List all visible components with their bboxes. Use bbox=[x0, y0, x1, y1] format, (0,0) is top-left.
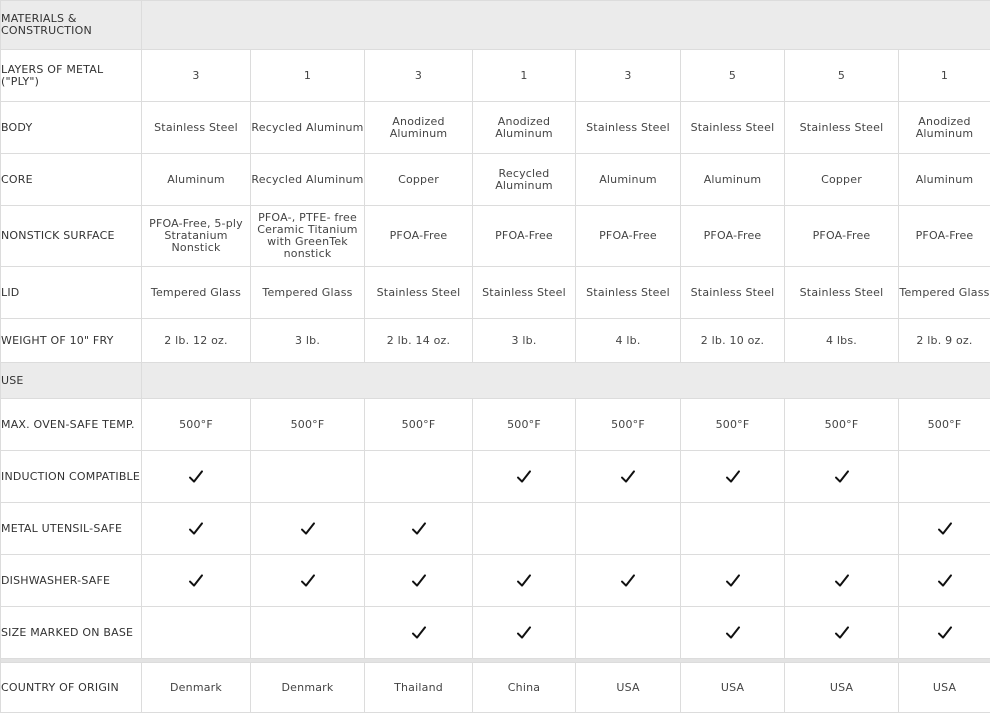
checkmark-icon bbox=[620, 573, 636, 589]
cell-weight-3: 2 lb. 14 oz. bbox=[365, 319, 473, 363]
cell-dishwasher-6 bbox=[681, 555, 785, 607]
checkmark-icon bbox=[725, 573, 741, 589]
checkmark-icon bbox=[725, 625, 741, 641]
row-induction bbox=[1, 451, 990, 503]
cell-oven-6: 500°F bbox=[681, 399, 785, 451]
cell-dishwasher-4 bbox=[473, 555, 576, 607]
cell-dishwasher-2 bbox=[251, 555, 365, 607]
cell-ply-1: 3 bbox=[142, 50, 251, 102]
cell-origin-5: USA bbox=[576, 663, 681, 713]
cell-body-2: Recycled Aluminum bbox=[251, 102, 365, 154]
cell-body-5: Stainless Steel bbox=[576, 102, 681, 154]
checkmark-icon bbox=[188, 573, 204, 589]
row-utensil bbox=[1, 503, 990, 555]
cell-lid-7: Stainless Steel bbox=[785, 267, 899, 319]
cell-nonstick-1: PFOA-Free, 5-ply Stratanium Nonstick bbox=[142, 206, 251, 267]
cell-oven-5: 500°F bbox=[576, 399, 681, 451]
row-label-ply: LAYERS OF METAL ("PLY") bbox=[1, 50, 142, 102]
cell-induction-6 bbox=[681, 451, 785, 503]
row-label-utensil: METAL UTENSIL-SAFE bbox=[1, 503, 142, 555]
checkmark-icon bbox=[188, 469, 204, 485]
cell-core-3: Copper bbox=[365, 154, 473, 206]
cell-weight-8: 2 lb. 9 oz. bbox=[899, 319, 990, 363]
section-header-fill bbox=[142, 363, 990, 399]
cell-dishwasher-8 bbox=[899, 555, 990, 607]
cell-utensil-8 bbox=[899, 503, 990, 555]
cell-size-1 bbox=[142, 607, 251, 659]
checkmark-icon bbox=[834, 573, 850, 589]
cell-lid-3: Stainless Steel bbox=[365, 267, 473, 319]
row-label-body: BODY bbox=[1, 102, 142, 154]
cell-induction-5 bbox=[576, 451, 681, 503]
row-origin bbox=[1, 663, 990, 713]
cell-weight-7: 4 lbs. bbox=[785, 319, 899, 363]
cell-utensil-7 bbox=[785, 503, 899, 555]
row-label-lid: LID bbox=[1, 267, 142, 319]
cell-size-2 bbox=[251, 607, 365, 659]
cell-oven-8: 500°F bbox=[899, 399, 990, 451]
checkmark-icon bbox=[516, 469, 532, 485]
cell-weight-4: 3 lb. bbox=[473, 319, 576, 363]
cell-nonstick-4: PFOA-Free bbox=[473, 206, 576, 267]
row-weight bbox=[1, 319, 990, 363]
checkmark-icon bbox=[188, 521, 204, 537]
cell-dishwasher-3 bbox=[365, 555, 473, 607]
cell-core-2: Recycled Aluminum bbox=[251, 154, 365, 206]
cell-nonstick-3: PFOA-Free bbox=[365, 206, 473, 267]
row-size-marked bbox=[1, 607, 990, 659]
checkmark-icon bbox=[937, 625, 953, 641]
cell-origin-8: USA bbox=[899, 663, 990, 713]
cell-core-7: Copper bbox=[785, 154, 899, 206]
checkmark-icon bbox=[300, 521, 316, 537]
cell-dishwasher-7 bbox=[785, 555, 899, 607]
section-title-materials bbox=[1, 1, 142, 50]
section-header-use bbox=[1, 363, 990, 399]
cell-oven-3: 500°F bbox=[365, 399, 473, 451]
cell-body-4: Anodized Aluminum bbox=[473, 102, 576, 154]
cell-induction-3 bbox=[365, 451, 473, 503]
cell-induction-7 bbox=[785, 451, 899, 503]
cell-utensil-6 bbox=[681, 503, 785, 555]
row-core bbox=[1, 154, 990, 206]
cell-size-8 bbox=[899, 607, 990, 659]
row-label-weight: WEIGHT OF 10" FRY bbox=[1, 319, 142, 363]
checkmark-icon bbox=[516, 573, 532, 589]
checkmark-icon bbox=[411, 521, 427, 537]
checkmark-icon bbox=[620, 469, 636, 485]
row-lid bbox=[1, 267, 990, 319]
cell-core-1: Aluminum bbox=[142, 154, 251, 206]
cell-lid-2: Tempered Glass bbox=[251, 267, 365, 319]
cell-lid-6: Stainless Steel bbox=[681, 267, 785, 319]
cell-weight-6: 2 lb. 10 oz. bbox=[681, 319, 785, 363]
cell-core-8: Aluminum bbox=[899, 154, 990, 206]
cell-size-4 bbox=[473, 607, 576, 659]
cell-weight-1: 2 lb. 12 oz. bbox=[142, 319, 251, 363]
cell-size-3 bbox=[365, 607, 473, 659]
cell-nonstick-7: PFOA-Free bbox=[785, 206, 899, 267]
row-ply bbox=[1, 50, 990, 102]
checkmark-icon bbox=[516, 625, 532, 641]
cell-utensil-3 bbox=[365, 503, 473, 555]
cell-utensil-1 bbox=[142, 503, 251, 555]
cell-ply-8: 1 bbox=[899, 50, 990, 102]
cell-ply-2: 1 bbox=[251, 50, 365, 102]
cell-induction-2 bbox=[251, 451, 365, 503]
cell-lid-4: Stainless Steel bbox=[473, 267, 576, 319]
row-label-oven: MAX. OVEN-SAFE TEMP. bbox=[1, 399, 142, 451]
row-label-nonstick: NONSTICK SURFACE bbox=[1, 206, 142, 267]
cell-ply-3: 3 bbox=[365, 50, 473, 102]
cell-body-1: Stainless Steel bbox=[142, 102, 251, 154]
cell-size-5 bbox=[576, 607, 681, 659]
checkmark-icon bbox=[725, 469, 741, 485]
cell-origin-1: Denmark bbox=[142, 663, 251, 713]
cell-oven-4: 500°F bbox=[473, 399, 576, 451]
cell-utensil-4 bbox=[473, 503, 576, 555]
row-body bbox=[1, 102, 990, 154]
row-label-dishwasher: DISHWASHER-SAFE bbox=[1, 555, 142, 607]
section-header-materials bbox=[1, 1, 990, 50]
cell-body-6: Stainless Steel bbox=[681, 102, 785, 154]
row-dishwasher bbox=[1, 555, 990, 607]
cell-body-7: Stainless Steel bbox=[785, 102, 899, 154]
cell-origin-3: Thailand bbox=[365, 663, 473, 713]
checkmark-icon bbox=[834, 469, 850, 485]
cell-oven-1: 500°F bbox=[142, 399, 251, 451]
section-title-text: MATERIALS & CONSTRUCTION bbox=[1, 13, 111, 37]
cell-body-8: Anodized Aluminum bbox=[899, 102, 990, 154]
cell-oven-2: 500°F bbox=[251, 399, 365, 451]
cell-induction-4 bbox=[473, 451, 576, 503]
cell-lid-1: Tempered Glass bbox=[142, 267, 251, 319]
cell-lid-8: Tempered Glass bbox=[899, 267, 990, 319]
cell-origin-7: USA bbox=[785, 663, 899, 713]
cell-body-3: Anodized Aluminum bbox=[365, 102, 473, 154]
cell-core-5: Aluminum bbox=[576, 154, 681, 206]
cell-origin-4: China bbox=[473, 663, 576, 713]
row-nonstick bbox=[1, 206, 990, 267]
cell-utensil-2 bbox=[251, 503, 365, 555]
cell-ply-7: 5 bbox=[785, 50, 899, 102]
cell-origin-2: Denmark bbox=[251, 663, 365, 713]
checkmark-icon bbox=[300, 573, 316, 589]
cell-origin-6: USA bbox=[681, 663, 785, 713]
cell-nonstick-8: PFOA-Free bbox=[899, 206, 990, 267]
cell-weight-5: 4 lb. bbox=[576, 319, 681, 363]
section-header-fill bbox=[142, 1, 990, 50]
cell-core-4: Recycled Aluminum bbox=[473, 154, 576, 206]
cell-utensil-5 bbox=[576, 503, 681, 555]
row-label-origin: COUNTRY OF ORIGIN bbox=[1, 663, 142, 713]
row-label-induction: INDUCTION COMPATIBLE bbox=[1, 451, 142, 503]
section-title-use: USE bbox=[1, 363, 142, 399]
checkmark-icon bbox=[834, 625, 850, 641]
row-oven bbox=[1, 399, 990, 451]
cell-ply-4: 1 bbox=[473, 50, 576, 102]
checkmark-icon bbox=[411, 625, 427, 641]
cell-nonstick-6: PFOA-Free bbox=[681, 206, 785, 267]
cell-induction-1 bbox=[142, 451, 251, 503]
cell-size-6 bbox=[681, 607, 785, 659]
cell-weight-2: 3 lb. bbox=[251, 319, 365, 363]
cell-ply-6: 5 bbox=[681, 50, 785, 102]
cell-core-6: Aluminum bbox=[681, 154, 785, 206]
checkmark-icon bbox=[937, 573, 953, 589]
cell-ply-5: 3 bbox=[576, 50, 681, 102]
row-label-size-marked: SIZE MARKED ON BASE bbox=[1, 607, 142, 659]
cell-nonstick-2: PFOA-, PTFE- free Ceramic Titanium with GreenTek nonstick bbox=[251, 206, 365, 267]
cell-dishwasher-1 bbox=[142, 555, 251, 607]
checkmark-icon bbox=[411, 573, 427, 589]
cell-size-7 bbox=[785, 607, 899, 659]
cell-lid-5: Stainless Steel bbox=[576, 267, 681, 319]
checkmark-icon bbox=[937, 521, 953, 537]
cell-induction-8 bbox=[899, 451, 990, 503]
cell-nonstick-5: PFOA-Free bbox=[576, 206, 681, 267]
cell-oven-7: 500°F bbox=[785, 399, 899, 451]
cell-dishwasher-5 bbox=[576, 555, 681, 607]
row-label-core: CORE bbox=[1, 154, 142, 206]
